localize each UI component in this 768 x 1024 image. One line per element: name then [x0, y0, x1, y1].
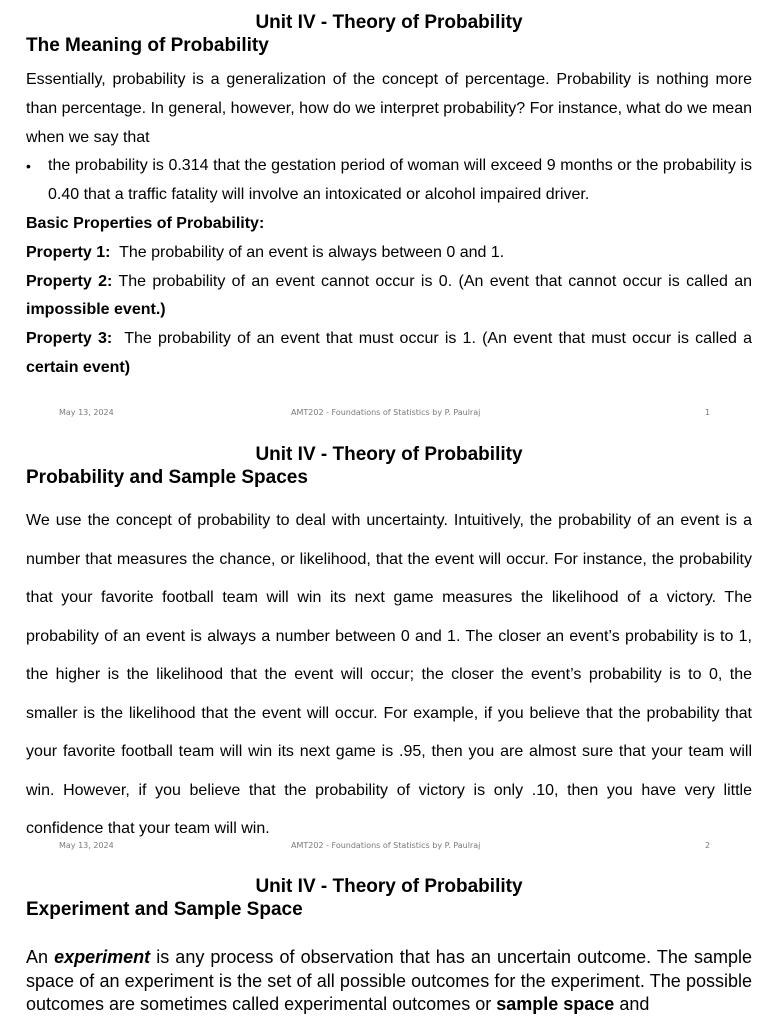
property-label: Property 3: — [26, 330, 113, 348]
bullet-text: the probability is 0.314 that the gestation period of woman will exceed 9 months or the probability is 0.40 that a traffic fatality will involve an intoxicated or alcohol impaired driver. — [48, 157, 752, 204]
section-title: Experiment and Sample Space — [26, 899, 303, 920]
slide-body — [26, 502, 752, 849]
footer-page-number: 2 — [705, 841, 711, 850]
text-run: An — [26, 947, 49, 967]
footer-page-number: 1 — [705, 408, 711, 417]
property-text: The probability of an event is always between 0 and 1. — [119, 243, 505, 261]
unit-title: Unit IV - Theory of Probability — [255, 876, 523, 897]
property-label: Property 2: — [26, 272, 113, 290]
bullet-item — [26, 152, 752, 210]
property-3 — [26, 325, 752, 383]
property-label: Property 1: — [26, 243, 111, 261]
property-1 — [26, 239, 752, 268]
slide-2 — [0, 432, 768, 864]
bullet-dot-icon: • — [26, 158, 31, 175]
intro-paragraph: Essentially, probability is a generalization of the concept of percentage. Probability is nothing more than percentage. In general, however, how do we interpret probability? For instance, what do we mean when we say that — [26, 71, 752, 146]
term-experiment: experiment — [54, 947, 151, 967]
section-title: The Meaning of Probability — [26, 35, 269, 56]
unit-title: Unit IV - Theory of Probability — [255, 444, 523, 465]
body-paragraph — [26, 946, 752, 1017]
slide-3 — [0, 864, 768, 1024]
slide-body — [26, 946, 752, 1017]
property-emphasis: impossible event.) — [26, 301, 166, 319]
section-title: Probability and Sample Spaces — [26, 467, 308, 488]
slide-body — [26, 66, 752, 383]
property-emphasis: certain event) — [26, 358, 131, 376]
property-text: The probability of an event cannot occur is 0. (An event that cannot occur is called an — [118, 272, 753, 290]
footer-date: May 13, 2024 — [59, 408, 114, 417]
term-sample-space: sample space — [496, 994, 615, 1014]
property-text: The probability of an event that must occur is 1. (An event that must occur is called a — [124, 330, 753, 348]
slide-1 — [0, 0, 768, 432]
text-run: and — [619, 994, 650, 1014]
footer-course: AMT202 - Foundations of Statistics by P. Paulraj — [291, 841, 481, 850]
footer-date: May 13, 2024 — [59, 841, 114, 850]
footer-course: AMT202 - Foundations of Statistics by P. Paulraj — [291, 408, 481, 417]
text-run: is any process of observation that has an uncertain outcome. The sample space of an experiment is the set of all possible outcomes for the experiment. The possible outcomes are sometimes called experimental outcomes or — [26, 947, 752, 1014]
unit-title: Unit IV - Theory of Probability — [255, 12, 523, 33]
body-paragraph: We use the concept of probability to deal with uncertainty. Intuitively, the probability of an event is a number that measures the chance, or likelihood, that the event will occur. For instance, the probability that your favorite football team will win its next game measures the likelihood of a victory. The probability of an event is always a number between 0 and 1. The closer an event’s probability is to 1, the higher is the likelihood that the event will occur; the closer the event’s probability is to 0, the smaller is the likelihood that the event will occur. For example, if you believe that the probability that your favorite football team will win its next game is .95, then you are almost sure that your team will win. However, if you believe that the probability of victory is only .10, then you have very little confidence that your team will win. — [26, 512, 752, 837]
property-2 — [26, 268, 752, 326]
properties-heading: Basic Properties of Probability: — [26, 214, 265, 232]
